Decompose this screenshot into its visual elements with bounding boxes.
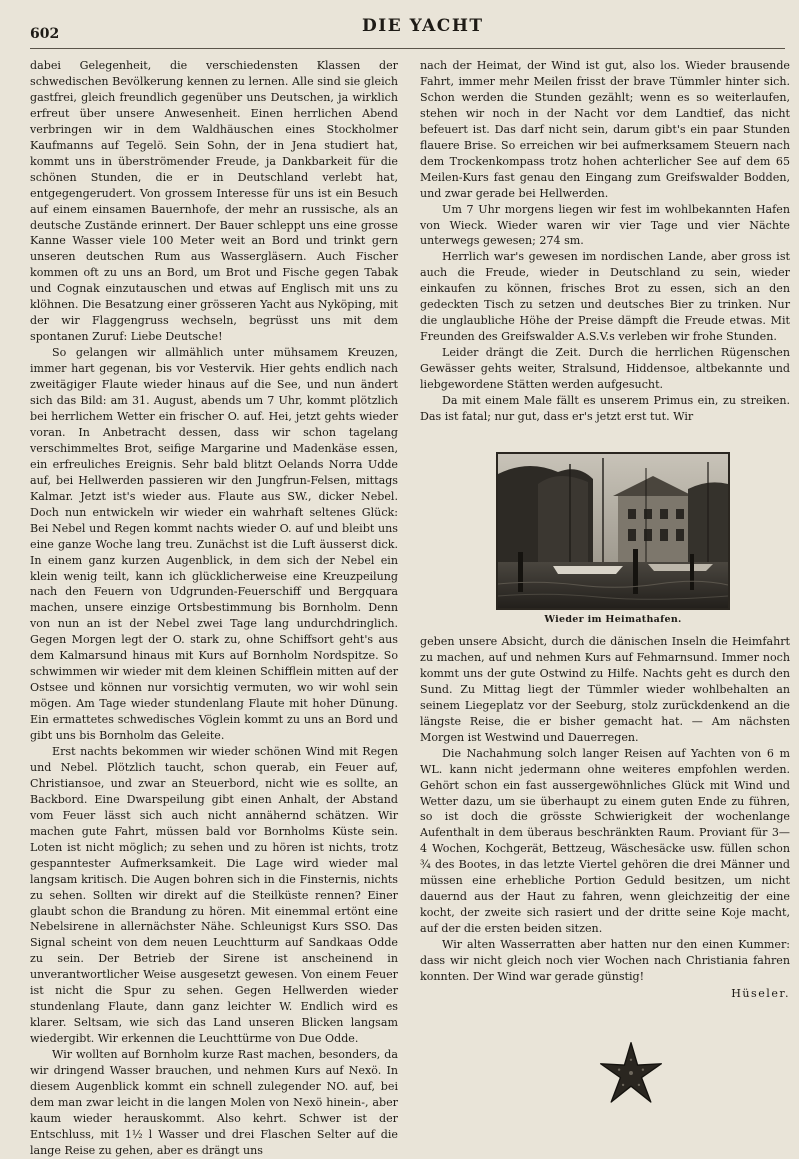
paragraph: Herrlich war's gewesen im nordischen Lande, aber gross ist auch die Freude, wieder in Deutschland zu sein, wieder einkaufen zu können, frisches Brot zu essen, sich an den gedeckten Tisch zu setzen und deutsches Bier zu trinken. Nur die unglaubliche Höhe der Preise dämpft die Freude etwas. Mit Freunden des Greifswalder A.S.V.s verleben wir frohe Stunden. bbox=[420, 250, 790, 344]
header-rule bbox=[30, 48, 785, 49]
paragraph: So gelangen wir allmählich unter mühsamem Kreuzen, immer hart gegenan, bis vor Vestervik. Hier gehts endlich nach zweitägiger Flaute wieder hinaus auf die See, und nun ändert sich das Bild: am 31. August, abends um 7 Uhr, kommt plötzlich bei herrlichem Wetter ein frischer O. auf. Hei, jetzt gehts wieder voran. In Anbetracht dessen, dass wir schon tagelang verschimmeltes Brot, seifige Margarine und Madenkäse essen, ein erfreuliches Ereignis. Sehr bald blitzt Oelands Norra Udde auf, bei Hellwerden passieren wir den Jungfrun-Felsen, mittags Kalmar. Jetzt ist's wieder aus. Flaute aus SW., dicker Nebel. Doch nun entwickeln wir wieder ein wahrhaft seltenes Glück: Bei Nebel und Regen kommt nachts wieder O. auf und bleibt uns eine ganze Woche lang treu. Zunächst ist die Luft äusserst dick. In einem ganz kurzen Augenblick, in dem sich der Nebel ein klein wenig teilt, kann ich glücklicherweise eine Kreuzpeilung nach den Feuern von Udgrunden-Feuerschiff und Bergquara machen, unsere einzige Ortsbestimmung bis Bornholm. Denn von nun an ist der Nebel zwei Tage lang undurchdringlich. Gegen Morgen legt der O. stark zu, ohne Schiffsort geht's aus dem Kalmarsund hinaus mit Kurs auf Bornholm Nordspitze. So schwimmen wir wieder mit dem kleinen Schifflein mitten auf der Ostsee und können nur vorsichtig vermuten, wo wir wohl sein mögen. Am Tage wieder stundenlang Flaute mit hoher Dünung. Ein ermattetes schwedisches Vöglein kommt zu uns an Bord und gibt uns bis Bornholm das Geleite. bbox=[30, 346, 398, 743]
left-column bbox=[30, 58, 398, 1159]
author-signature: Hüseler. bbox=[731, 986, 790, 1000]
paragraph: Leider drängt die Zeit. Durch die herrlichen Rügenschen Gewässer gehts weiter, Stralsund, Hiddensoe, altbekannte und liebgewordene Stätten werden aufgesucht. bbox=[420, 346, 790, 392]
photo-caption: Wieder im Heimathafen. bbox=[544, 614, 682, 625]
paragraph: Erst nachts bekommen wir wieder schönen Wind mit Regen und Nebel. Plötzlich taucht, schon querab, ein Feuer auf, Christiansoe, und zwar an Steuerbord, nicht wie es sollte, an Backbord. Eine Dwarspeilung gibt einen Anhalt, der Abstand vom Feuer lässt sich auch nicht annähernd schätzen. Wir machen gute Fahrt, müssen bald vor Bornholms Küste sein. Loten ist nicht möglich; zu sehen und zu hören ist nichts, trotz gespanntester Aufmerksamkeit. Die Lage wird wieder mal langsam kritisch. Die Augen bohren sich in die Finsternis, nichts zu sehen. Sollten wir direkt auf die Steilküste rennen? Einer glaubt schon die Brandung zu hören. Mit einemmal ertönt eine Nebelsirene in allernächster Nähe. Schleunigst Kurs SSO. Das Signal scheint von dem neuen Leuchtturm auf Sandkaas Odde zu sein. Der Betrieb der Sirene ist anscheinend in unverantwortlicher Weise ausgesetzt gewesen. Von einem Feuer ist nicht die Spur zu sehen. Gegen Hellwerden wieder stundenlang Flaute, dann ganz leichter W. Endlich wird es klarer. Seltsam, wie sich das Land unseren Blicken langsam wiedergibt. Wir erkennen die Leuchttürme von Due Odde. bbox=[30, 744, 398, 1046]
page-header bbox=[22, 14, 785, 40]
right-column-bottom bbox=[420, 634, 790, 1002]
paragraph: dabei Gelegenheit, die verschiedensten Klassen der schwedischen Bevölkerung kennen zu lernen. Alle sind sie gleich gastfrei, gleich freundlich gegenüber uns Deutschen, ja wirklich erfreut über unsere Anwesenheit. Einen herrlichen Abend verbringen wir in dem Waldhäuschen eines Stockholmer Kaufmanns auf Tegelö. Sein Sohn, der in Jena studiert hat, kommt uns in überströmender Freude, ja Dankbarkeit für die schönen Stunden, die er in Deutschland verlebt hat, entgegengerudert. Von grossem Interesse für uns ist ein Besuch auf einem einsamen Bauernhofe, der mehr an russische, als an deutsche Zustände erinnert. Der Bauer schleppt uns eine grosse Kanne Wasser viele 100 Meter weit an Bord und trinkt gern unseren deutschen Rum aus Wassergläsern. Auch Fischer kommen oft zu uns an Bord, um Brot und Fische gegen Tabak und Cognak einzutauschen und etwas auf Englisch mit uns zu klöhnen. Die Besatzung einer grösseren Yacht aus Nyköping, mit der wir Flaggengruss wechseln, begrüsst uns mit dem spontanen Zuruf: Liebe Deutsche! bbox=[30, 59, 398, 344]
paragraph: nach der Heimat, der Wind ist gut, also los. Wieder brausende Fahrt, immer mehr Meilen frisst der brave Tümmler hinter sich. Schon werden die Stunden gezählt; wenn es so weiterlaufen, stehen wir noch in der Nacht vor dem Landtief, das nicht befeuert ist. Das darf nicht sein, darum gibt's ein paar Stunden flauere Brise. So erreichen wir bei aufmerksamem Steuern nach dem Trockenkompass trotz hohen achterlicher See auf dem 65 Meilen-Kurs fast genau den Eingang zum Greifswalder Bodden, und zwar gerade bei Hellwerden. bbox=[420, 59, 790, 200]
paragraph: Wir alten Wasserratten aber hatten nur den einen Kummer: dass wir nicht gleich noch vier Wochen nach Christiania fahren konnten. Der Wind war gerade günstig! bbox=[420, 938, 790, 984]
running-title: DIE YACHT bbox=[362, 16, 484, 36]
paragraph: Wir wollten auf Bornholm kurze Rast machen, besonders, da wir dringend Wasser brauchen, und nehmen Kurs auf Nexö. In diesem Augenblick kommt ein schnell zulegender NO. auf, bei dem man zwar leicht in die langen Molen von Nexö hinein-, aber kaum wieder herauskommt. Also kehrt. Schwer ist der Entschluss, mit 1½ l Wasser und drei Flaschen Selter auf die lange Reise zu gehen, aber es drängt uns bbox=[30, 1048, 398, 1157]
right-column-top bbox=[420, 58, 790, 425]
harbor-photo bbox=[496, 452, 730, 610]
paragraph: Da mit einem Male fällt es unserem Primus ein, zu streiken. Das ist fatal; nur gut, dass er's jetzt erst tut. Wir bbox=[420, 394, 790, 423]
starfish-icon bbox=[598, 1040, 664, 1106]
paragraph: Um 7 Uhr morgens liegen wir fest im wohlbekannten Hafen von Wieck. Wieder waren wir vier Tage und vier Nächte unterwegs gewesen; 274 sm. bbox=[420, 202, 790, 248]
page-number: 602 bbox=[30, 26, 60, 42]
paragraph: Die Nachahmung solch langer Reisen auf Yachten von 6 m WL. kann nicht jedermann ohne weiteres empfohlen werden. Gehört schon ein fast aussergewöhnliches Glück mit Wind und Wetter dazu, um sie überhaupt zu einem guten Ende zu führen, so ist doch die grösste Schwierigkeit der wochenlange Aufenthalt in dem überaus beschränkten Raum. Proviant für 3—4 Wochen, Kochgerät, Bettzeug, Wäschesäcke usw. füllen schon ¾ des Bootes, in das letzte Viertel gehören die drei Männer und müssen eine erhebliche Portion Geduld besitzen, um nicht dauernd aus der Haut zu fahren, wenn gleichzeitig der eine kocht, der zweite sich rasiert und der dritte seine Koje macht, auf der die ersten beiden sitzen. bbox=[420, 746, 790, 936]
paragraph: geben unsere Absicht, durch die dänischen Inseln die Heimfahrt zu machen, auf und nehmen Kurs auf Fehmarnsund. Immer noch kommt uns der gute Ostwind zu Hilfe. Nachts geht es durch den Sund. Zu Mittag liegt der Tümmler wieder wohlbehalten an seinem Liegeplatz vor der Seeburg, stolz zurückdenkend an die längste Reise, die er bisher gemacht hat. — Am nächsten Morgen ist Westwind und Dauerregen. bbox=[420, 635, 790, 744]
